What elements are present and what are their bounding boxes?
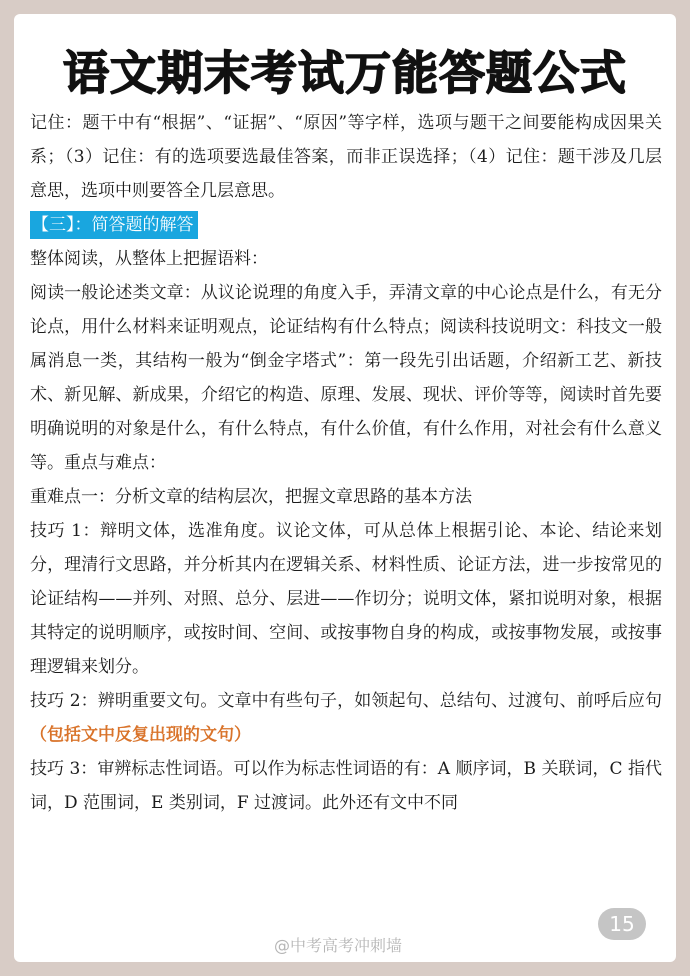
- section-3-heading: 【三】：简答题的解答: [30, 211, 198, 239]
- paragraph-7: 技巧 3：审辨标志性词语。可以作为标志性词语的有：A 顺序词，B 关联词，C 指代词，D 范围词，E 类别词，F 过渡词。此外还有文中不同: [30, 759, 662, 813]
- watermark: @中考高考冲刺墙: [274, 936, 403, 955]
- paragraph-6-text: 技巧 2：辨明重要文句。文章中有些句子，如领起句、总结句、过渡句、前呼后应句: [30, 691, 662, 711]
- paragraph-4: 重难点一：分析文章的结构层次，把握文章思路的基本方法: [30, 487, 472, 507]
- paragraph-5: 技巧 1：辩明文体，选准角度。议论文体，可从总体上根据引论、本论、结论来划分，理清行文思路，并分析其内在逻辑关系、材料性质、论证方法，进一步按常见的论证结构——并列、对照、总分、层进——作切分；说明文体，紧扣说明对象，根据其特定的说明顺序，或按时间、空间、或按事物自身的构成，或按事物发展，或按事理逻辑来划分。: [30, 521, 662, 677]
- paragraph-3: 阅读一般论述类文章：从议论说理的角度入手，弄清文章的中心论点是什么，有无分论点，用什么材料来证明观点，论证结构有什么特点；阅读科技说明文：科技文一般属消息一类，其结构一般为“倒金字塔式”：第一段先引出话题，介绍新工艺、新技术、新见解、新成果，介绍它的构造、原理、发展、现状、评价等等，阅读时首先要明确说明的对象是什么，有什么特点，有什么价值，有什么作用，对社会有什么意义等。重点与难点：: [30, 283, 662, 473]
- paragraph-6: [30, 684, 662, 752]
- section-header-row: [30, 208, 662, 242]
- page-title: 语文期末考试万能答题公式: [63, 46, 627, 100]
- page-number-badge: 15: [598, 908, 646, 940]
- body-text: [30, 106, 662, 820]
- paragraph-2: 整体阅读，从整体上把握语料：: [30, 249, 268, 269]
- page: [14, 14, 676, 962]
- paragraph-6-highlight: （包括文中反复出现的文句）: [30, 725, 251, 745]
- paragraph-1: 记住：题干中有“根据”、“证据”、“原因”等字样，选项与题干之间要能构成因果关系；（3）记住：有的选项要选最佳答案，而非正误选择；（4）记住：题干涉及几层意思，选项中则要答全几层意思。: [30, 113, 662, 201]
